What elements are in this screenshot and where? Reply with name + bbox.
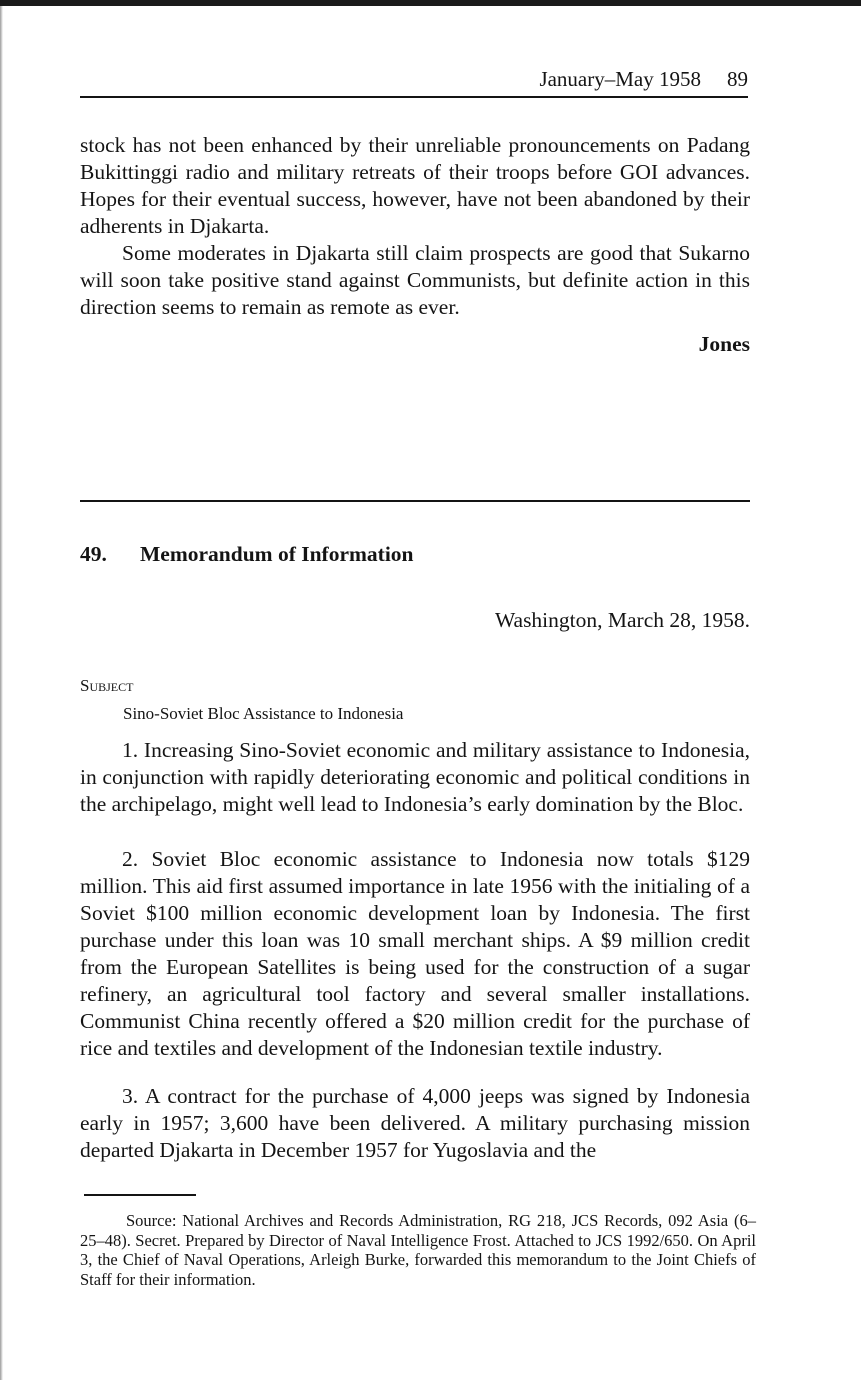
memo-paragraph-3: 3. A contract for the purchase of 4,000 jeeps was signed by Indonesia early in 1957; 3,600 have been delivered. A military purchasing mission departed Djakarta in December 1957 for Yugoslavia and the	[80, 1084, 750, 1162]
page-number: 89	[727, 67, 748, 91]
subject-text: Sino-Soviet Bloc Assistance to Indonesia	[123, 704, 404, 723]
continued-paragraph: stock has not been enhanced by their unreliable pronouncements on Padang Bukittinggi radio and military retreats of their troops before GOI advances. Hopes for their eventual success, however, have not been abandoned by their adherents in Djakarta.	[80, 133, 750, 238]
document-number: 49.	[80, 542, 107, 566]
scan-top-edge	[0, 0, 861, 6]
subject-label: Subject	[80, 676, 134, 695]
previous-document-paragraph: Some moderates in Djakarta still claim prospects are good that Sukarno will soon take positive stand against Communists, but definite action in this direction seems to remain as remote as ever.	[80, 241, 750, 319]
source-footnote: Source: National Archives and Records Administration, RG 218, JCS Records, 092 Asia (6–25–48). Secret. Prepared by Director of Naval Intelligence Frost. Attached to JCS 1992/650. On April 3, the Chief of Naval Operations, Arleigh Burke, forwarded this memorandum to the Joint Chiefs of Staff for their information.	[80, 1211, 756, 1289]
document-title: Memorandum of Information	[140, 542, 414, 566]
document-heading	[80, 541, 750, 568]
running-head	[80, 66, 748, 92]
scan-left-edge	[0, 6, 3, 1380]
document-separator-rule	[80, 500, 750, 502]
running-title: January–May 1958	[539, 67, 701, 91]
dateline: Washington, March 28, 1958.	[494, 608, 750, 632]
header-rule	[80, 96, 748, 98]
memo-paragraph-1: 1. Increasing Sino-Soviet economic and military assistance to Indonesia, in conjunction with rapidly deteriorating economic and political conditions in the archipelago, might well lead to Indonesia’s early domination by the Bloc.	[80, 738, 750, 816]
signature: Jones	[698, 332, 750, 356]
memo-paragraph-2: 2. Soviet Bloc economic assistance to Indonesia now totals $129 million. This aid first assumed importance in late 1956 with the initialing of a Soviet $100 million economic development loan by Indonesia. The first purchase under this loan was 10 small merchant ships. A $9 million credit from the European Satellites is being used for the construction of a sugar refinery, an agricultural tool factory and several smaller installations. Communist China recently offered a $20 million credit for the purchase of rice and textiles and development of the Indonesian textile industry.	[80, 847, 750, 1060]
footnote-rule	[84, 1194, 196, 1196]
